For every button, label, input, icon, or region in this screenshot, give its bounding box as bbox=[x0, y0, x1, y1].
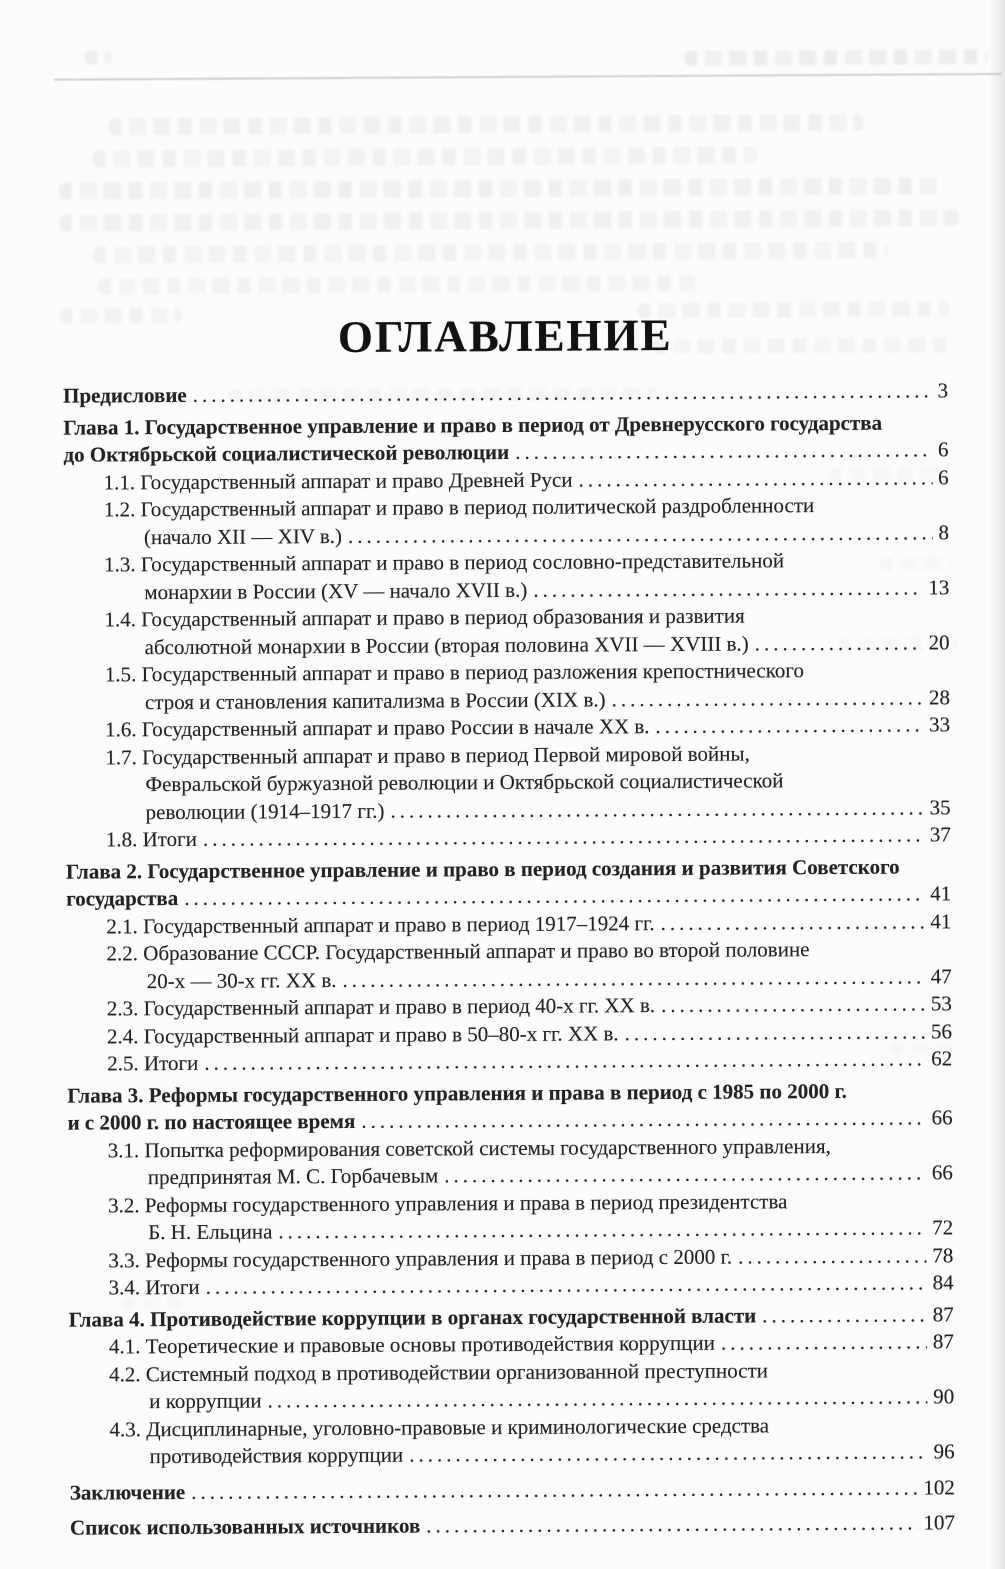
toc-entry-text: 1.6. Государственный аппарат и право России в начале XX в. bbox=[105, 714, 650, 742]
dot-leader bbox=[348, 519, 933, 550]
toc-entry-text: 4.3. Дисциплинарные, уголовно-правовые и криминологические средства bbox=[109, 1412, 770, 1441]
toc-page-number: 90 bbox=[933, 1384, 955, 1409]
bleed-through-line bbox=[684, 49, 988, 66]
toc-page-number: 37 bbox=[929, 822, 951, 847]
toc-entry-text: Глава 2. Государственное управление и право в период создания и развития Советского bbox=[65, 854, 900, 884]
toc-page-number: 56 bbox=[930, 1018, 953, 1043]
toc-entry-text: строя и становления капитализма в России (XIX в.) bbox=[144, 686, 606, 714]
toc-page-number: 66 bbox=[931, 1105, 953, 1130]
toc-entry-text: абсолютной монархии в России (вторая половина XVII — XVIII в.) bbox=[144, 630, 749, 659]
toc-entry-line bbox=[67, 1045, 952, 1078]
dot-leader bbox=[721, 1328, 927, 1357]
toc-list bbox=[63, 377, 955, 1542]
toc-entry-text: (начало XII — XIV в.) bbox=[143, 523, 343, 549]
dot-leader bbox=[206, 1269, 927, 1301]
toc-page-number: 62 bbox=[931, 1046, 953, 1071]
toc-entry-text: 3.3. Реформы государственного управления и права в период с 2000 г. bbox=[108, 1244, 733, 1272]
dot-leader bbox=[655, 711, 923, 740]
toc-page-number: 20 bbox=[928, 629, 950, 654]
toc-entry-text: 1.4. Государственный аппарат и право в период образования и развития bbox=[104, 603, 745, 632]
toc-entry-text: Глава 1. Государственное управление и право в период от Древнерусского государства bbox=[63, 410, 883, 440]
toc-entry-text: Глава 4. Противодействие коррупции в органах государственной власти bbox=[68, 1302, 757, 1332]
toc-entry-line bbox=[65, 629, 950, 662]
toc-entry-line bbox=[64, 464, 949, 497]
toc-entry bbox=[68, 1269, 953, 1302]
toc-entry-text: 1.5. Государственный аппарат и право в период разложения крепостнического bbox=[104, 658, 804, 687]
toc-page-number: 6 bbox=[937, 437, 949, 462]
toc-entry-text: 20-х — 30-х гг. XX в. bbox=[146, 967, 337, 993]
dot-leader bbox=[444, 1159, 926, 1189]
dot-leader bbox=[267, 1383, 927, 1415]
toc-page-number: 41 bbox=[930, 881, 952, 906]
toc-entry bbox=[65, 739, 950, 827]
toc-entry-text: 1.8. Итоги bbox=[105, 826, 198, 852]
toc-entry-text: до Октябрьской социалистической революции bbox=[63, 439, 510, 467]
toc-page-number: 13 bbox=[928, 574, 950, 599]
toc-entry bbox=[64, 464, 949, 497]
dot-leader bbox=[426, 1509, 917, 1540]
bleed-through-line bbox=[108, 114, 863, 136]
toc-page-number: 33 bbox=[929, 712, 951, 737]
toc-page-number: 102 bbox=[923, 1474, 955, 1499]
toc-entry bbox=[70, 1509, 955, 1542]
page-title: ОГЛАВЛЕНИЕ bbox=[337, 309, 673, 362]
dot-leader bbox=[661, 990, 925, 1019]
toc-entry-line bbox=[68, 1269, 953, 1302]
toc-entry bbox=[65, 656, 950, 716]
dot-leader bbox=[342, 963, 924, 994]
toc-entry-line bbox=[66, 908, 951, 941]
toc-entry bbox=[64, 546, 949, 606]
toc-entry-text: 2.4. Государственный аппарат и право в 50–80-х гг. XX в. bbox=[106, 1020, 619, 1048]
toc-entry bbox=[69, 1411, 954, 1471]
dot-leader bbox=[203, 821, 924, 853]
dot-leader bbox=[361, 1104, 925, 1135]
toc-entry-text: Заключение bbox=[69, 1479, 186, 1505]
toc-page-number: 6 bbox=[938, 464, 949, 489]
toc-entry-line bbox=[64, 574, 949, 607]
bleed-through-line bbox=[97, 275, 697, 295]
toc-entry-text: противодействия коррупции bbox=[149, 1442, 404, 1469]
toc-entry-text: революции (1914–1917 гг.) bbox=[145, 798, 385, 824]
toc-page-number: 84 bbox=[932, 1270, 954, 1295]
toc-entry-text: Глава 3. Реформы государственного управления и права в период с 1985 по 2000 г. bbox=[67, 1078, 847, 1108]
toc-page-number: 87 bbox=[932, 1301, 954, 1326]
page-edge-shadow bbox=[989, 0, 1005, 1569]
toc-entry-line bbox=[63, 377, 948, 410]
toc-entry-line bbox=[70, 1474, 955, 1507]
toc-entry-text: Февральской буржуазной революции и Октябрьской социалистической bbox=[145, 768, 784, 797]
toc-content bbox=[63, 307, 955, 1542]
dot-leader bbox=[738, 1242, 926, 1271]
dot-leader bbox=[390, 794, 923, 825]
toc-entry-text: 2.1. Государственный аппарат и право в период 1917–1924 гг. bbox=[106, 910, 655, 938]
toc-page-number: 78 bbox=[932, 1242, 954, 1267]
toc-entry-line bbox=[70, 1509, 955, 1542]
toc-entry-text: предпринятая М. С. Горбачевым bbox=[147, 1163, 439, 1190]
toc-entry bbox=[65, 711, 950, 744]
toc-entry-text: и коррупции bbox=[149, 1388, 262, 1414]
toc-entry-text: монархии в России (XV — начало XVII в.) bbox=[144, 577, 528, 604]
toc-page-number: 41 bbox=[930, 908, 952, 933]
toc-entry bbox=[68, 1187, 953, 1247]
toc-entry-text: 1.1. Государственный аппарат и право Древней Руси bbox=[103, 467, 573, 494]
toc-entry-text: 2.5. Итоги bbox=[107, 1050, 199, 1076]
toc-page-number: 28 bbox=[928, 684, 951, 709]
toc-entry bbox=[69, 1356, 954, 1416]
toc-entry-text: 4.2. Системный подход в противодействии организованной преступности bbox=[108, 1357, 769, 1386]
toc-entry bbox=[68, 1132, 953, 1192]
toc-entry-text: государства bbox=[66, 885, 179, 911]
toc-entry bbox=[66, 821, 951, 854]
toc-entry bbox=[67, 1077, 952, 1137]
toc-entry-line bbox=[65, 711, 950, 744]
toc-entry-text: 4.1. Теоретические и правовые основы противодействия коррупции bbox=[108, 1330, 715, 1359]
toc-entry bbox=[66, 853, 951, 913]
dot-leader bbox=[611, 684, 923, 713]
dot-leader bbox=[409, 1438, 927, 1469]
toc-entry bbox=[63, 409, 948, 469]
toc-page-number: 87 bbox=[932, 1329, 954, 1354]
toc-entry-line bbox=[69, 1438, 954, 1471]
toc-entry-line bbox=[69, 1383, 954, 1416]
toc-entry-text: 3.2. Реформы государственного управления и права в период президентства bbox=[107, 1188, 788, 1217]
toc-entry bbox=[70, 1474, 955, 1507]
dot-leader bbox=[193, 377, 932, 409]
toc-page-number: 53 bbox=[930, 991, 952, 1016]
toc-page-number: 47 bbox=[930, 963, 952, 988]
bleed-through-line bbox=[59, 209, 959, 231]
dot-leader bbox=[204, 1045, 925, 1077]
dot-leader bbox=[578, 464, 932, 494]
toc-entry-line bbox=[64, 519, 949, 552]
toc-page-number: 8 bbox=[938, 519, 950, 544]
toc-entry-text: 2.3. Государственный аппарат и право в период 40-х гг. XX в. bbox=[106, 993, 656, 1021]
toc-page-number: 3 bbox=[937, 378, 949, 403]
toc-entry-text: Список использованных источников bbox=[69, 1513, 421, 1540]
dot-leader bbox=[762, 1301, 927, 1330]
toc-entry-text: 1.2. Государственный аппарат и право в период политической раздробленности bbox=[103, 493, 815, 522]
toc-entry bbox=[64, 491, 949, 551]
toc-entry-line bbox=[66, 821, 951, 854]
toc-page-number: 66 bbox=[931, 1160, 953, 1185]
dot-leader bbox=[755, 629, 923, 658]
toc-entry bbox=[69, 1328, 954, 1361]
bleed-through-line bbox=[59, 177, 944, 199]
toc-page-number: 35 bbox=[929, 794, 951, 819]
toc-entry-text: 3.4. Итоги bbox=[108, 1274, 200, 1300]
toc-entry bbox=[66, 935, 951, 995]
toc-entry-text: 1.7. Государственный аппарат и право в период Первой мировой войны, bbox=[105, 740, 750, 769]
bleed-through-line bbox=[93, 242, 888, 264]
dot-leader bbox=[533, 574, 922, 604]
toc-page-number: 96 bbox=[933, 1439, 955, 1464]
toc-entry-line bbox=[68, 1159, 953, 1192]
toc-entry-text: и с 2000 г. по настоящее время bbox=[67, 1108, 356, 1135]
dot-leader bbox=[660, 908, 924, 937]
toc-entry-text: 2.2. Образование СССР. Государственный аппарат и право во второй половине bbox=[106, 937, 810, 966]
toc-page-number: 107 bbox=[923, 1510, 956, 1535]
dot-leader bbox=[278, 1214, 926, 1245]
toc-entry bbox=[66, 908, 951, 941]
toc-entry-text: Предисловие bbox=[63, 382, 187, 408]
toc-entry bbox=[67, 1045, 952, 1078]
toc-entry-text: 1.3. Государственный аппарат и право в период сословно-представительной bbox=[104, 548, 785, 577]
toc-entry-line bbox=[69, 1328, 954, 1361]
bleed-through-line bbox=[93, 146, 758, 167]
toc-entry-text: 3.1. Попытка реформирования советской системы государственного управления, bbox=[107, 1133, 831, 1162]
toc-entry bbox=[64, 601, 949, 661]
bleed-through-line bbox=[84, 50, 112, 64]
dot-leader bbox=[191, 1474, 917, 1506]
dot-leader bbox=[625, 1018, 926, 1047]
toc-entry bbox=[63, 377, 948, 410]
toc-page-number: 72 bbox=[932, 1215, 954, 1240]
bleed-through-rule bbox=[54, 73, 1001, 81]
dot-leader bbox=[515, 436, 932, 466]
toc-entry-text: Б. Н. Ельцина bbox=[148, 1219, 273, 1245]
